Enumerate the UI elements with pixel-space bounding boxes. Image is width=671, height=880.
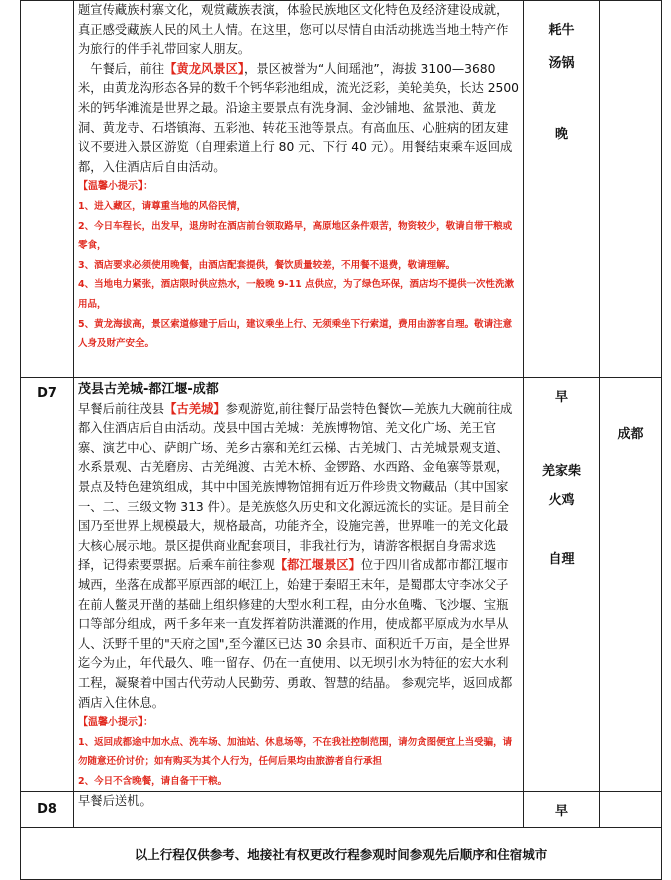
tips-list <box>78 197 519 354</box>
meal-item: 早 <box>554 804 568 820</box>
itinerary-row-d6-cont <box>21 1 662 378</box>
meal-item: 汤锅 <box>548 56 575 71</box>
meals-cell <box>524 792 600 828</box>
meal-item: 晚 <box>554 127 568 142</box>
day-content <box>74 792 524 828</box>
tips-title: 【温馨小提示】： <box>78 181 153 193</box>
tip-item: 2、今日不含晚餐，请自备干干粮。 <box>78 775 228 787</box>
tip-item: 3、酒店要求必须使用晚餐，由酒店配套提供，餐饮质量较差，不用餐不退费，敬请理解。 <box>78 259 456 271</box>
itinerary-row-d8 <box>21 792 662 828</box>
day-content <box>74 378 524 792</box>
paragraph <box>78 1 519 60</box>
itinerary-row-d7 <box>21 378 662 792</box>
meal-item: 羌家柴 <box>541 464 581 479</box>
tip-item: 1、进入藏区，请尊重当地的风俗民情， <box>78 200 247 212</box>
highlight-text: 【黄龙风景区】 <box>164 61 245 76</box>
meal-item: 火鸡 <box>548 493 575 508</box>
hotel-cell: 成都 <box>600 378 662 792</box>
body-text: 题宣传藏族村寨文化，观赏藏族表演，体验民族地区文化特色及经济建设成就，真正感受藏族人民的风土人情。在这里，您可以尽情自由活动挑选当地土特产作为旅行的伴手礼带回家人朋友。 <box>78 3 509 57</box>
paragraph <box>78 60 519 178</box>
paragraphs <box>78 1 519 177</box>
highlight-text: 【都江堰景区】 <box>274 558 361 573</box>
paragraphs <box>78 400 519 714</box>
meal-item: 自理 <box>548 552 575 567</box>
day-title: 茂县古羌城-都江堰-成都 <box>78 382 219 397</box>
meal-item: 早 <box>554 390 568 405</box>
paragraph <box>78 400 519 714</box>
tip-item: 2、今日车程长，出发早，退房时在酒店前台领取路早，高原地区条件艰苦，物资较少，敬请自带干粮或零食， <box>78 220 513 252</box>
body-text: 早餐后送机。 <box>78 794 152 809</box>
tip-item: 5、黄龙海拔高，景区索道修建于后山，建议乘坐上行、无须乘坐下行索道，费用由游客自理。敬请注意人身及财产安全。 <box>78 318 513 350</box>
body-text: ，景区被誉为“人间瑶池”，海拔 3100—3680 米，由黄龙沟形态各异的数千个钙华彩池组成，流光泛彩，美轮美奂，长达 2500 米的钙华滩流是世界之最。沿途主要景点有洗身洞、金沙铺地、盆景池、黄龙洞、黄龙寺、石塔镇海、五彩池、转花玉池等景点。有高血压、心脏病的团友建议不要进入景区游览（自理索道上行 80 元、下行 40 元）。用餐结束乘车返回成都，入住酒店后自由活动。 <box>78 61 520 174</box>
paragraphs <box>78 792 519 812</box>
tips-title: 【温馨小提示】： <box>78 717 153 729</box>
body-text: 午餐后，前往 <box>78 61 165 76</box>
tip-item: 1、返回成都途中加水点、洗车场、加油站、休息场等，不在我社控制范围，请勿贪图便宜上当受骗，请勿随意还价讨价；如有购买为其个人行为，任何后果均由旅游者自行承担 <box>78 736 513 768</box>
highlight-text: 【古羌城】 <box>164 401 226 416</box>
body-text: 位于四川省成都市都江堰市城西，坐落在成都平原西部的岷江上，始建于秦昭王末年，是蜀郡太守李冰父子在前人鳖灵开凿的基础上组织修建的大型水利工程，由分水鱼嘴、飞沙堰、宝瓶口等部分组成，两千多年来一直发挥着防洪灌溉的作用，使成都平原成为水旱从人、沃野千里的"天府之国",至今灌区已达 30 余县市、面积近千万亩，是全世界迄今为止，年代最久、唯一留存、仍在一直使用、以无坝引水为特征的宏大水利工程，凝聚着中国古代劳动人民勤劳、勇敢、智慧的结晶。 参观完毕，返回成都酒店入住休息。 <box>78 558 513 710</box>
hotel-cell <box>600 1 662 378</box>
hotel-cell <box>600 792 662 828</box>
body-text: 参观游览,前往餐厅品尝特色餐饮—羌族九大碗前往成都入住酒店后自由活动。茂县中国古羌城：羌族博物馆、羌文化广场、羌王官寨、演艺中心、萨朗广场、羌乡古寨和羌红云梯、古羌城门、古羌城景观支道、水系景观、古羌磨房、古羌绳渡、古羌木桥、金锣路、水西路、金龟寨等景观，景点及特色建筑组成，其中中国羌族博物馆拥有近万件珍贵文物藏品（其中国家一、二、三级文物 313 件）。是羌族悠久历史和文化源远流长的实证。是目前全国乃至世界上规模最大，规格最高，功能齐全，设施完善，世界唯一的羌文化最大核心展示地。景区提供商业配套项目，非我社行为，请游客根据自身需求选择，记得索要票据。后乘车前往参观 <box>78 401 513 573</box>
meal-item: 耗牛 <box>548 23 575 38</box>
day-content <box>74 1 524 378</box>
day-cell <box>21 1 74 378</box>
day-cell: D8 <box>21 792 74 828</box>
footer-row <box>21 828 662 880</box>
meals-cell <box>524 1 600 378</box>
itinerary-table <box>20 0 662 880</box>
day-cell: D7 <box>21 378 74 792</box>
tips-list <box>78 733 519 792</box>
body-text: 早餐后前往茂县 <box>78 401 165 416</box>
tip-item: 4、当地电力紧张，酒店限时供应热水，一般晚 9-11 点供应，为了绿色环保，酒店均不提供一次性洗漱用品， <box>78 279 514 310</box>
paragraph <box>78 792 519 812</box>
meals-cell <box>524 378 600 792</box>
footer-note: 以上行程仅供参考、地接社有权更改行程参观时间参观先后顺序和住宿城市 <box>21 828 662 880</box>
